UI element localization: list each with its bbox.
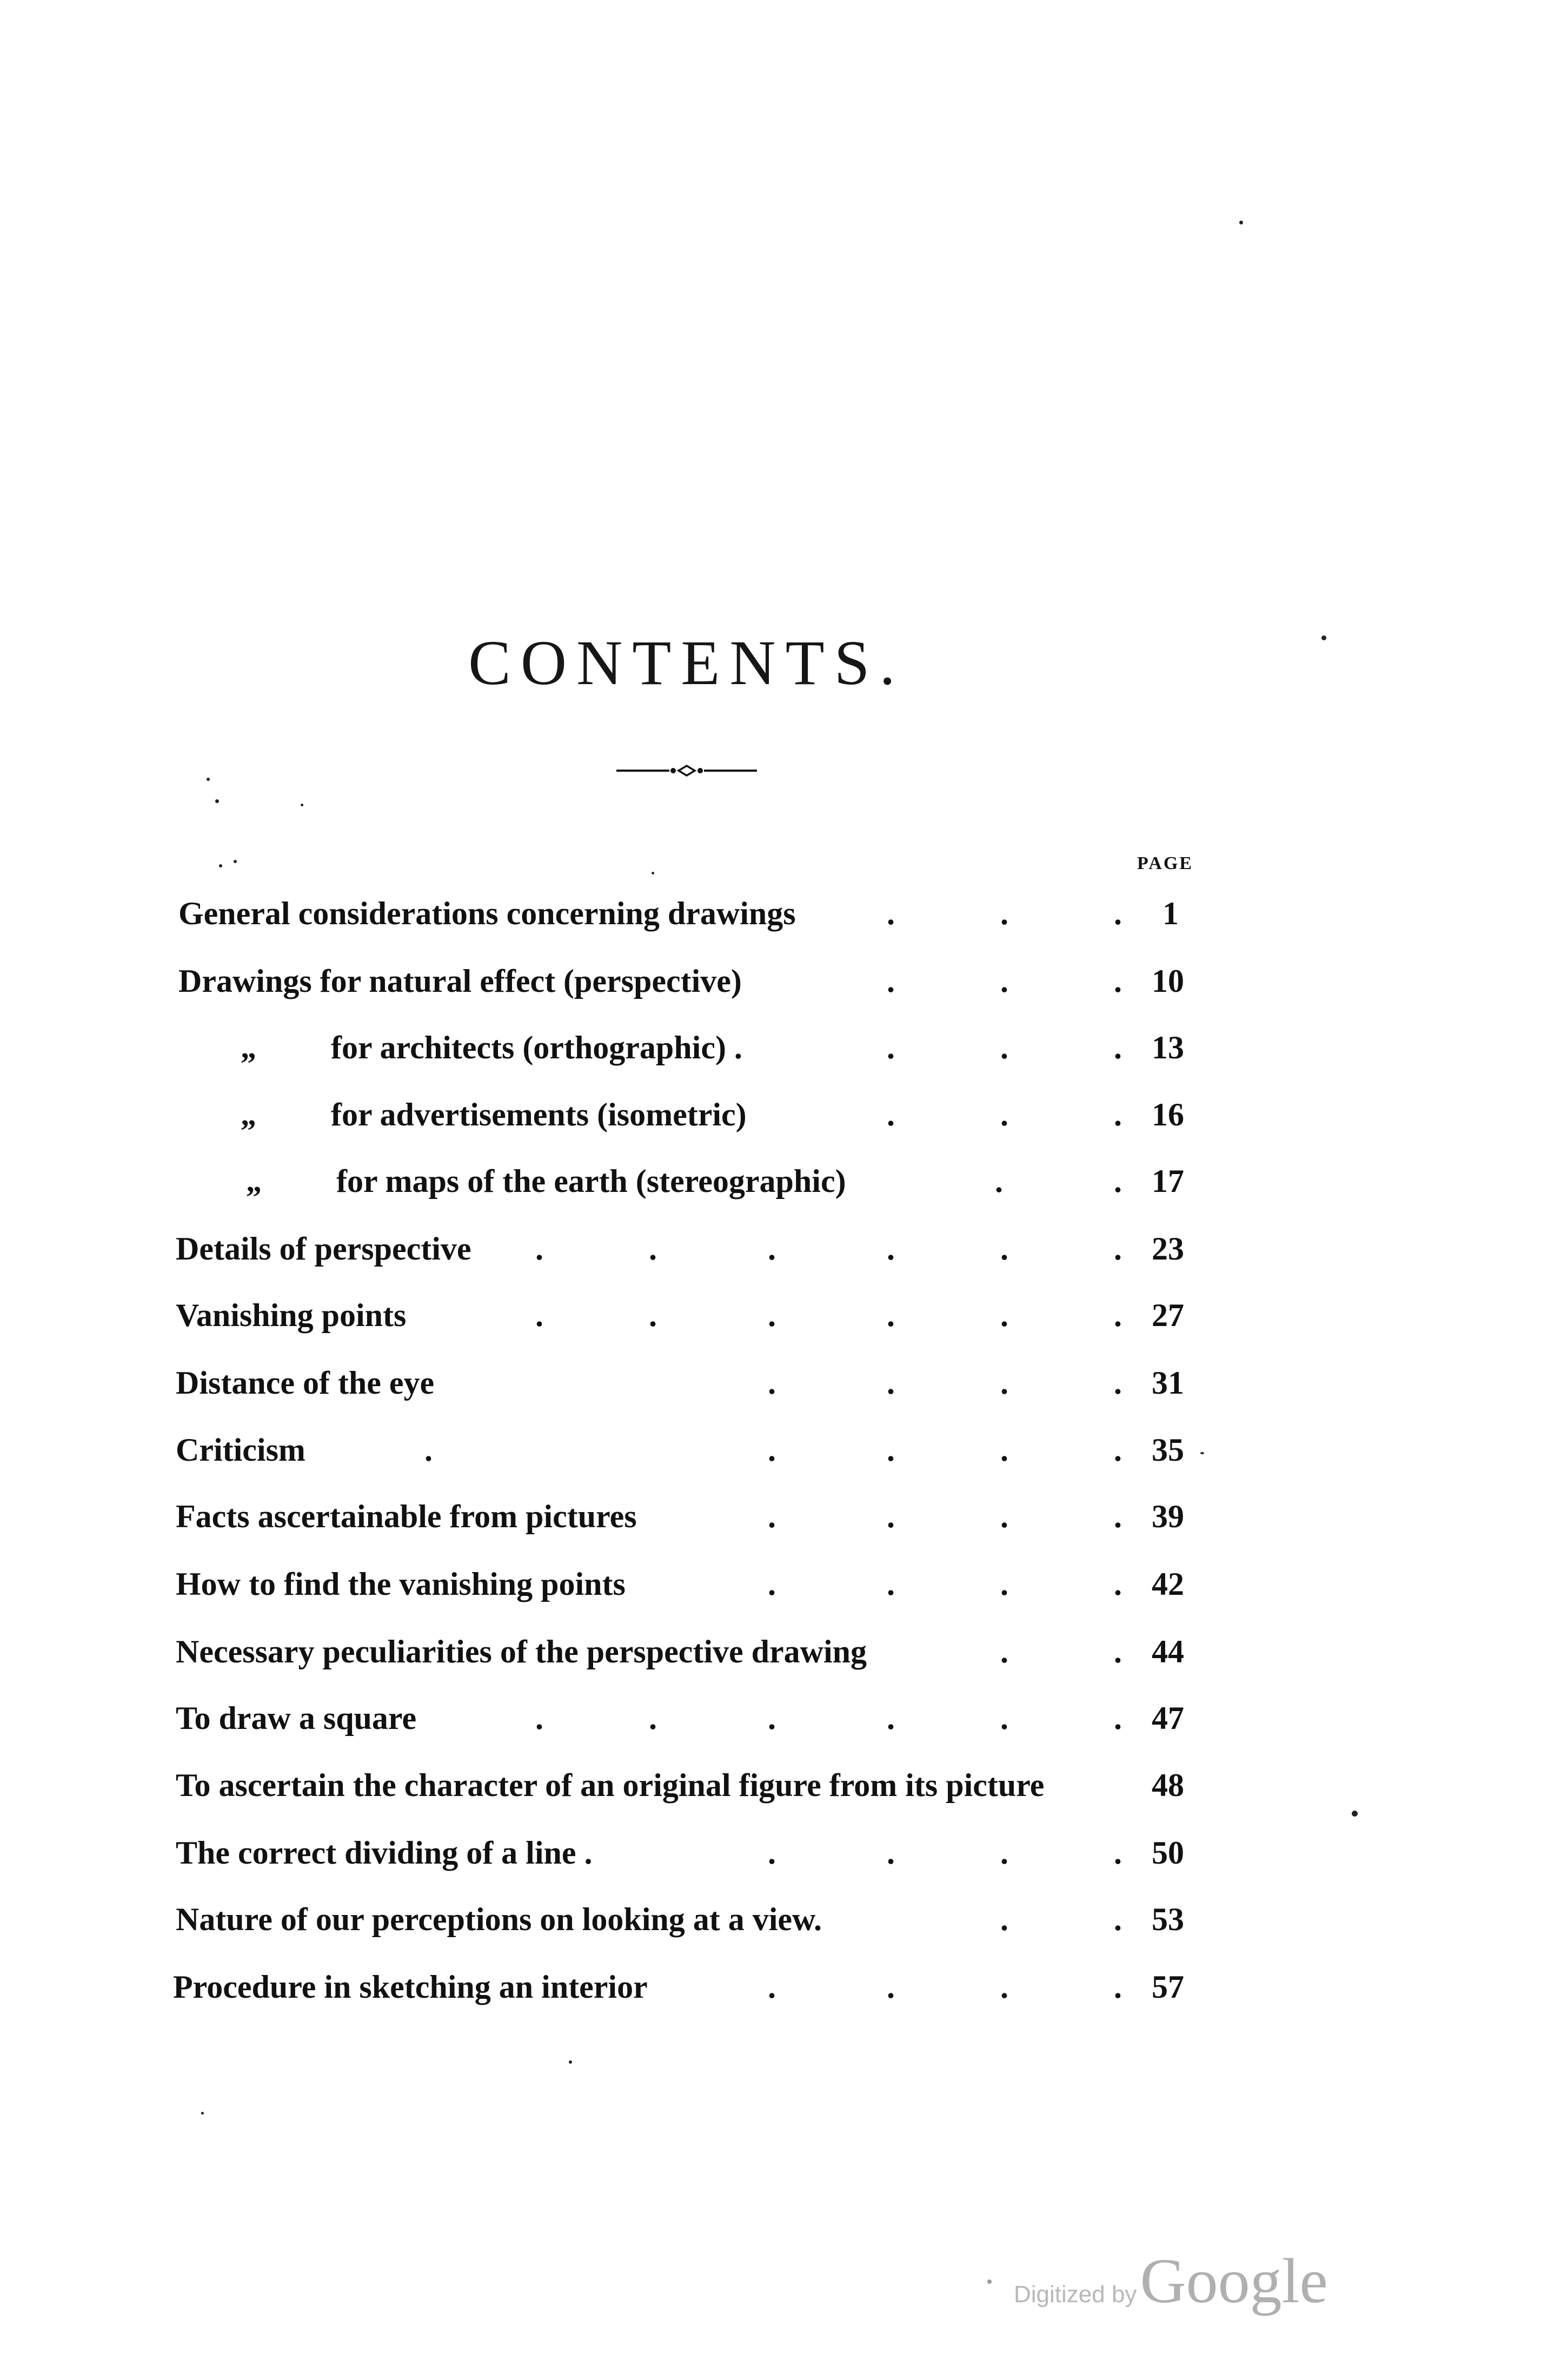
leader-dot: . — [1000, 1901, 1008, 1937]
toc-entry — [0, 1498, 1568, 1547]
leader-dot: . — [768, 1231, 776, 1267]
leader-dot: . — [887, 1297, 895, 1333]
toc-entry — [0, 1834, 1568, 1883]
leader-dot: . — [1114, 1297, 1122, 1333]
leader-dot: . — [887, 1030, 895, 1065]
scan-speck — [1200, 1452, 1204, 1454]
toc-entry-title: for advertisements (isometric) — [331, 1097, 747, 1132]
leader-dot: . — [535, 1297, 543, 1333]
ditto-mark: „ — [241, 1097, 256, 1132]
toc-entry-page: 39 — [1152, 1499, 1184, 1534]
leader-dot: . — [887, 1835, 895, 1871]
leader-dot: . — [768, 1432, 776, 1468]
toc-entry — [0, 1230, 1568, 1279]
toc-entry — [0, 1297, 1568, 1346]
page-column-header: PAGE — [1137, 853, 1193, 873]
leader-dot: . — [887, 963, 895, 999]
leader-dot: . — [887, 1566, 895, 1602]
toc-entry — [0, 1096, 1568, 1145]
leader-dot: . — [1000, 896, 1008, 931]
toc-entry-page: 47 — [1152, 1700, 1184, 1736]
toc-entry — [0, 1633, 1568, 1682]
page-title: CONTENTS. — [468, 627, 905, 698]
toc-entry-title: Procedure in sketching an interior — [173, 1969, 648, 2005]
scan-speck — [1352, 1811, 1358, 1817]
toc-entry-page: 31 — [1152, 1365, 1184, 1401]
toc-entry-title: How to find the vanishing points — [176, 1566, 626, 1602]
leader-dot: . — [535, 1700, 543, 1736]
leader-dot: . — [1000, 1097, 1008, 1132]
toc-entry-page: 13 — [1152, 1030, 1184, 1065]
leader-dot: . — [1114, 1432, 1122, 1468]
toc-entry-title: Distance of the eye — [176, 1365, 435, 1401]
leader-dot: . — [1000, 1030, 1008, 1065]
leader-dot: . — [887, 1700, 895, 1736]
leader-dot: . — [1000, 1835, 1008, 1871]
toc-entry-title: General considerations concerning drawings — [178, 896, 796, 931]
leader-dot: . — [1114, 1566, 1122, 1602]
leader-dot: . — [1000, 1634, 1008, 1669]
toc-entry — [0, 963, 1568, 1011]
leader-dot: . — [887, 1499, 895, 1534]
toc-entry-page: 44 — [1152, 1634, 1184, 1669]
toc-entry-title: To ascertain the character of an original figure from its picture — [176, 1767, 1045, 1803]
leader-dot: . — [768, 1969, 776, 2005]
toc-entry-title: The correct dividing of a line . — [176, 1835, 593, 1871]
scan-speck — [207, 778, 210, 781]
watermark-prefix: Digitized by — [1014, 2281, 1137, 2308]
toc-entry-title: for architects (orthographic) . — [331, 1030, 742, 1065]
toc-entry — [0, 1431, 1568, 1480]
leader-dot: . — [1114, 1097, 1122, 1132]
leader-dot: . — [1000, 1432, 1008, 1468]
toc-entry-page: 23 — [1152, 1231, 1184, 1267]
toc-entry-title: To draw a square — [176, 1700, 417, 1736]
toc-entry-page: 10 — [1152, 963, 1184, 999]
toc-entry-title: Nature of our perceptions on looking at a view. — [176, 1901, 822, 1937]
toc-entry — [0, 1767, 1568, 1815]
leader-dot: . — [768, 1297, 776, 1333]
leader-dot: . — [649, 1231, 657, 1267]
leader-dot: . — [1000, 1297, 1008, 1333]
scan-speck — [569, 2060, 572, 2064]
leader-dot: . — [768, 1700, 776, 1736]
leader-dot: . — [649, 1297, 657, 1333]
toc-entry-page: 35 — [1152, 1432, 1184, 1468]
toc-entry-page: 16 — [1152, 1097, 1184, 1132]
toc-entry-page: 27 — [1152, 1297, 1184, 1333]
toc-entry-title: Details of perspective — [176, 1231, 471, 1267]
toc-entry — [0, 1364, 1568, 1413]
toc-entry — [0, 895, 1568, 944]
toc-entry-title: Facts ascertainable from pictures — [176, 1499, 637, 1534]
scan-speck — [201, 2112, 204, 2115]
ditto-mark: „ — [241, 1030, 256, 1065]
toc-entry-page: 1 — [1162, 896, 1179, 931]
toc-entry-page: 48 — [1152, 1767, 1184, 1803]
leader-dot: . — [649, 1700, 657, 1736]
leader-dot: . — [1000, 1969, 1008, 2005]
leader-dot: . — [1114, 963, 1122, 999]
toc-entry-title: Necessary peculiarities of the perspective drawing — [176, 1634, 867, 1669]
leader-dot: . — [535, 1231, 543, 1267]
toc-entry — [0, 1901, 1568, 1950]
toc-entry-page: 42 — [1152, 1566, 1184, 1602]
google-logo: Google — [1140, 2245, 1328, 2316]
scan-speck — [215, 799, 219, 803]
leader-dot: . — [768, 1499, 776, 1534]
toc-entry-page: 17 — [1152, 1163, 1184, 1199]
leader-dot: . — [768, 1835, 776, 1871]
leader-dot: . — [768, 1365, 776, 1401]
leader-dot: . — [1114, 1231, 1122, 1267]
leader-dot: . — [1114, 1969, 1122, 2005]
leader-dot: . — [424, 1432, 433, 1468]
leader-dot: . — [887, 896, 895, 931]
toc-entry-title: for maps of the earth (stereographic) — [336, 1163, 846, 1199]
leader-dot: . — [995, 1163, 1003, 1199]
leader-dot: . — [887, 1231, 895, 1267]
toc-entry-title: Vanishing points — [176, 1297, 407, 1333]
toc-entry-page: 53 — [1152, 1901, 1184, 1937]
leader-dot: . — [1114, 1499, 1122, 1534]
toc-entry-title: Drawings for natural effect (perspective) — [178, 963, 742, 999]
scan-speck — [652, 872, 654, 874]
toc-entry-page: 50 — [1152, 1835, 1184, 1871]
leader-dot: . — [1114, 1901, 1122, 1937]
toc-entry-title: Criticism — [176, 1432, 305, 1468]
leader-dot: . — [1114, 1700, 1122, 1736]
scan-speck — [301, 804, 303, 806]
scan-speck — [234, 860, 237, 863]
leader-dot: . — [1000, 1365, 1008, 1401]
scan-speck — [1321, 635, 1326, 640]
toc-entry — [0, 1700, 1568, 1748]
leader-dot: . — [1000, 963, 1008, 999]
leader-dot: . — [1114, 1634, 1122, 1669]
scan-speck — [1239, 221, 1243, 224]
digitized-by-google-watermark — [976, 2244, 1328, 2316]
leader-dot: . — [1000, 1231, 1008, 1267]
leader-dot: . — [887, 1969, 895, 2005]
leader-dot: . — [1114, 1365, 1122, 1401]
leader-dot: . — [768, 1566, 776, 1602]
ornament-divider — [611, 763, 762, 779]
toc-entry — [0, 1163, 1568, 1211]
leader-dot: . — [1000, 1566, 1008, 1602]
leader-dot: . — [887, 1365, 895, 1401]
leader-dot: . — [1114, 1163, 1122, 1199]
leader-dot: . — [1114, 896, 1122, 931]
leader-dot: . — [1000, 1700, 1008, 1736]
leader-dot: . — [1000, 1499, 1008, 1534]
toc-entry — [0, 1566, 1568, 1614]
leader-dot: . — [1114, 1030, 1122, 1065]
leader-dot: . — [887, 1432, 895, 1468]
leader-dot: . — [1114, 1835, 1122, 1871]
scan-speck — [219, 864, 222, 867]
leader-dot: . — [887, 1097, 895, 1132]
ditto-mark: „ — [246, 1163, 262, 1198]
toc-entry — [0, 1029, 1568, 1078]
toc-entry-page: 57 — [1152, 1969, 1184, 2005]
toc-entry — [0, 1969, 1568, 2017]
